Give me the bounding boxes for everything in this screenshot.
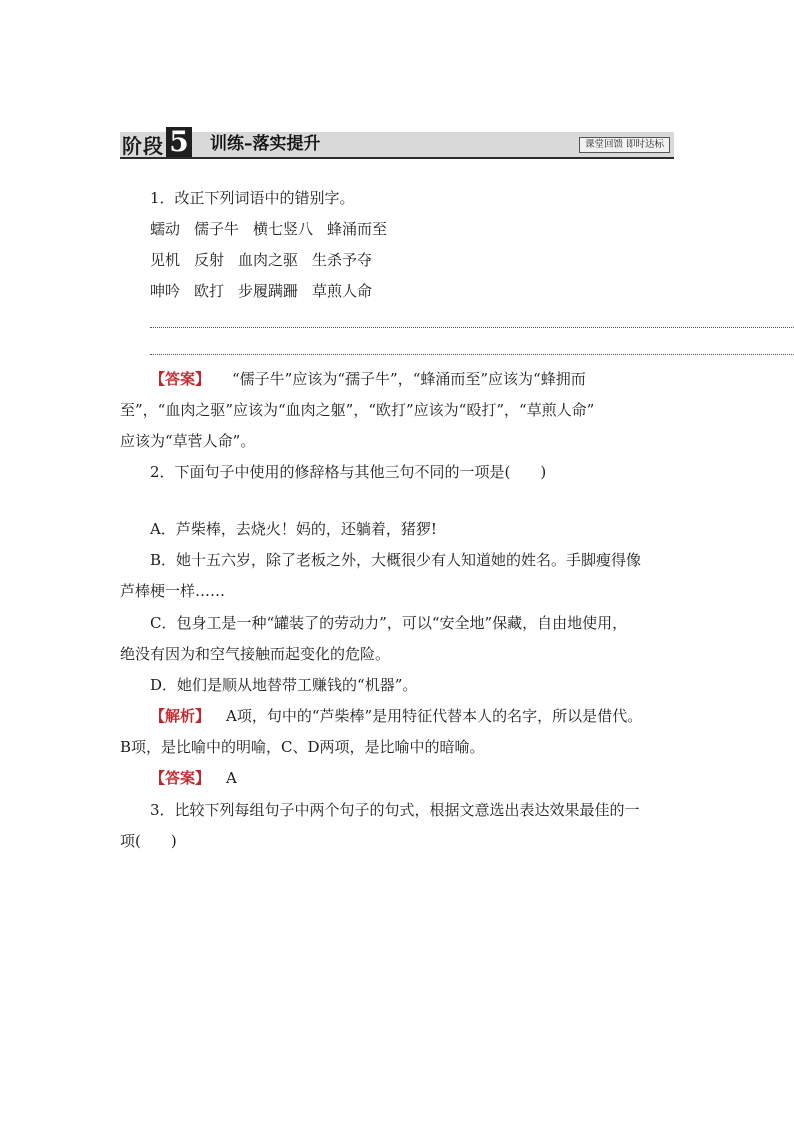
q2-option: A．芦柴棒，去烧火！妈的，还躺着，猪猡! [150,520,437,538]
q1-answer-line: 应该为“草菅人命”。 [120,432,256,450]
q1-word: 呻吟 [150,282,181,300]
q1-word: 蜂涌而至 [327,220,388,238]
analysis-label: 【解析】 [150,707,211,725]
q1-word: 见机 [150,251,181,269]
q1-word: 反射 [194,251,225,269]
q2-option: 芦棒梗一样…… [120,582,226,600]
answer-blank-line [150,327,794,328]
answer-blank-line [150,354,794,355]
q2-stem: 2．下面句子中使用的修辞格与其他三句不同的一项是( ) [150,463,547,481]
q2-option: D．她们是顺从地替带工赚钱的“机器”。 [150,676,418,694]
q2-analysis-line: B项，是比喻中的明喻，C、D两项，是比喻中的暗喻。 [120,738,485,756]
q2-analysis-line [150,706,642,726]
q1-word: 儒子牛 [194,220,240,238]
q2-option: B．她十五六岁，除了老板之外，大概很少有人知道她的姓名。手脚瘦得像 [150,551,642,569]
stage-word: 阶段 [122,134,164,158]
q1-word: 血肉之驱 [238,251,299,269]
q2-option: 绝没有因为和空气接触而起变化的危险。 [120,645,391,663]
q1-word-row [150,250,386,270]
section-tagline: 课堂回馈 即时达标 [579,137,670,153]
section-banner [120,124,674,159]
q3-stem: 3．比较下列每组句子中两个句子的句式，根据文意选出表达效果最佳的一 [150,801,640,819]
q2-answer-text: A [226,769,237,787]
q1-answer-text: “儒子牛”应该为“孺子牛”，“蜂涌而至”应该为“蜂拥而 [232,370,586,388]
answer-label: 【答案】 [150,769,211,787]
q1-word: 草煎人命 [312,282,373,300]
stage-number: 5 [166,127,192,157]
q1-word: 横七竖八 [253,220,314,238]
q2-option: C．包身工是一种“罐装了的劳动力”，可以“安全地”保藏，自由地使用， [150,614,628,632]
section-title: 训练–落实提升 [210,134,321,154]
q1-word-row [150,219,401,239]
q1-word: 步履蹒跚 [238,282,299,300]
q1-answer-line [150,369,586,389]
q3-stem: 项( ) [120,832,177,850]
q1-answer-line: 至”，“血肉之驱”应该为“血肉之躯”，“欧打”应该为“殴打”，“草煎人命” [120,401,595,419]
stage-label [120,124,192,158]
q2-answer-line [150,768,237,788]
q1-stem: 1．改正下列词语中的错别字。 [150,189,355,207]
q1-word: 欧打 [194,282,225,300]
q2-analysis-text: A项，句中的“芦柴棒”是用特征代替本人的名字，所以是借代。 [226,707,643,725]
answer-label: 【答案】 [150,370,211,388]
q1-word: 蠕动 [150,220,181,238]
q1-word-row [150,281,386,301]
q1-word: 生杀予夺 [312,251,373,269]
